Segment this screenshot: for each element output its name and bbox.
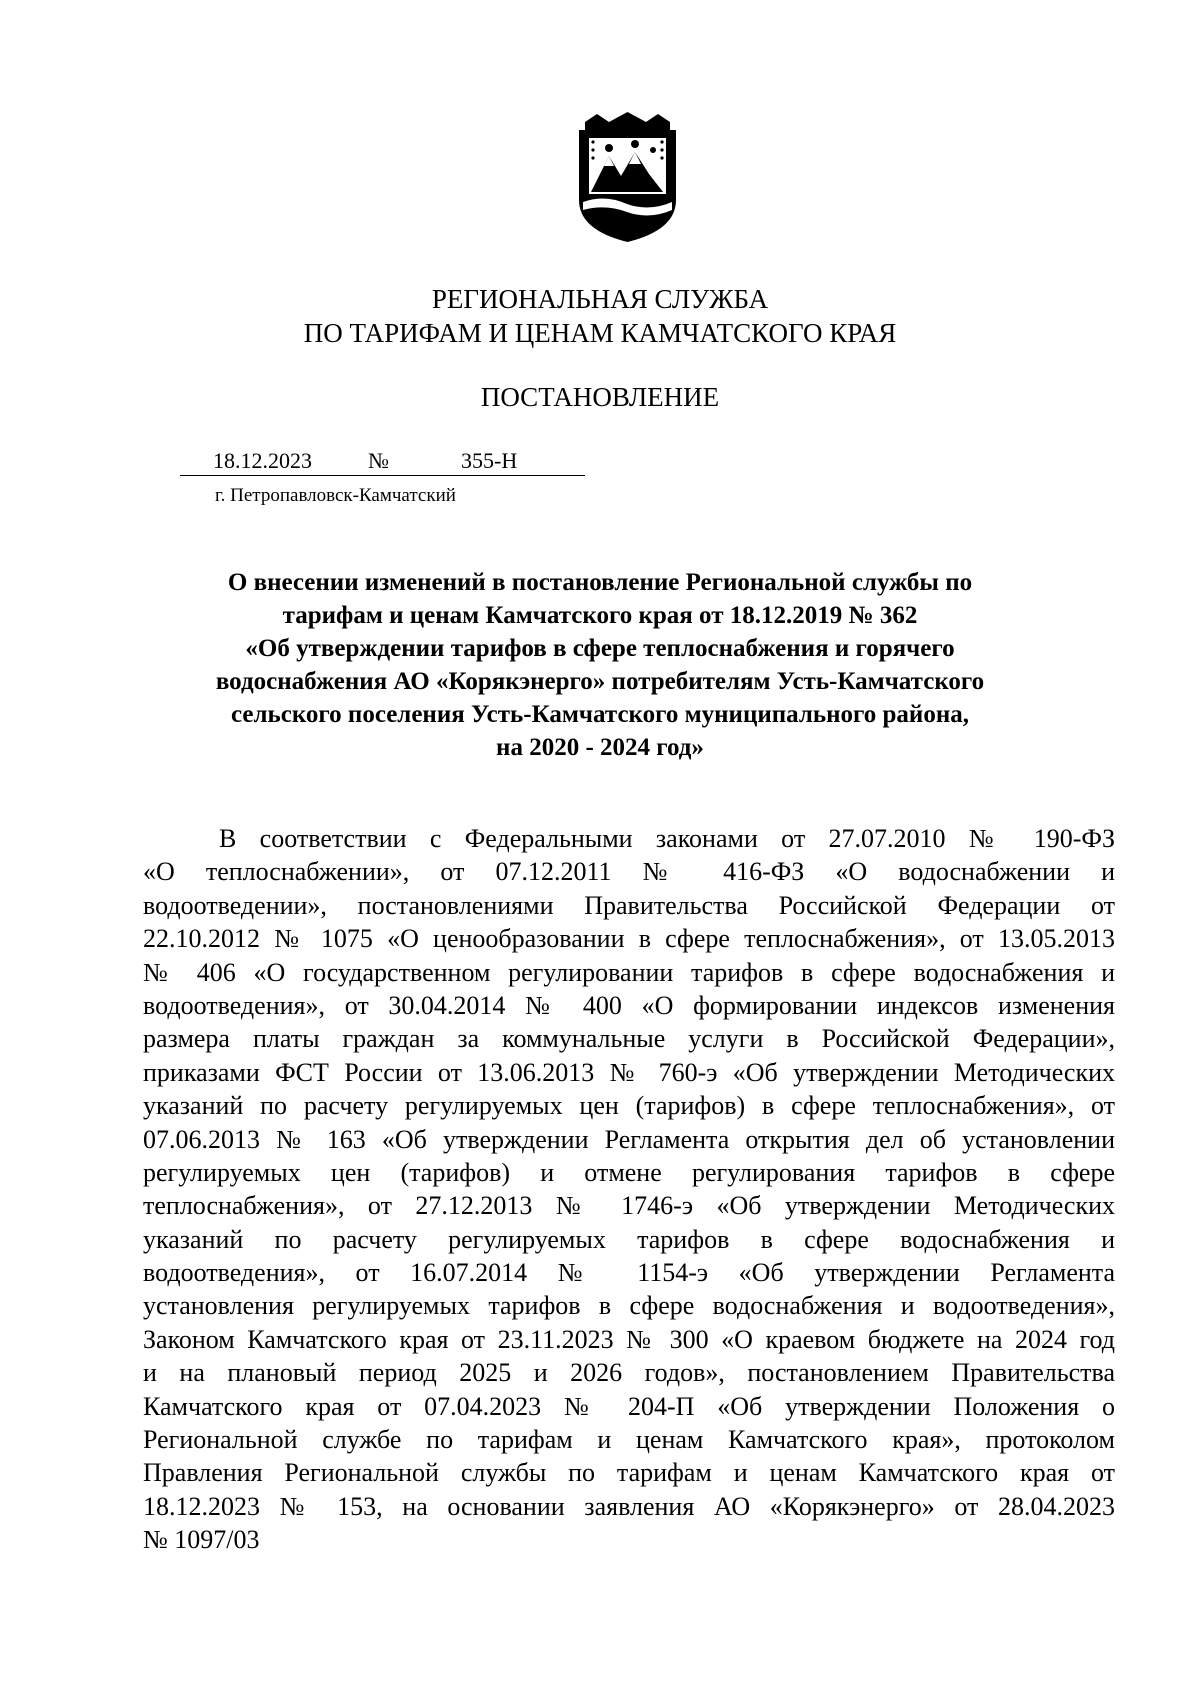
document-date: 18.12.2023 — [213, 448, 312, 473]
body-line: теплоснабжения», от 27.12.2013 № 1746-э «Об утверждении Методических — [143, 1191, 1115, 1221]
body-line: указаний по расчету регулируемых тарифов в сфере водоснабжения и — [143, 1224, 1115, 1254]
title-line: на 2020 - 2024 год» — [496, 734, 704, 761]
body-line: и на плановый период 2025 и 2026 годов», постановлением Правительства — [143, 1358, 1115, 1388]
body-line: размера платы граждан за коммунальные услуги в Российской Федерации», — [143, 1024, 1115, 1054]
body-line: 18.12.2023 № 153, на основании заявления АО «Корякэнерго» от 28.04.2023 — [143, 1491, 1115, 1521]
body-line: Региональной службе по тарифам и ценам Камчатского края», протоколом — [143, 1425, 1115, 1455]
body-line: водоотведения», от 30.04.2014 № 400 «О формировании индексов изменения — [143, 990, 1115, 1020]
body-line: указаний по расчету регулируемых цен (тарифов) в сфере теплоснабжения», от — [143, 1091, 1115, 1121]
body-line: регулируемых цен (тарифов) и отмене регулирования тарифов в сфере — [143, 1157, 1115, 1187]
body-line: «О теплоснабжении», от 07.12.2011 № 416-ФЗ «О водоснабжении и — [143, 857, 1115, 887]
document-number: 355-Н — [461, 448, 518, 473]
city-name: г. Петропавловск-Камчатский — [215, 485, 456, 506]
body-line: 07.06.2013 № 163 «Об утверждении Регламента открытия дел об установлении — [143, 1124, 1115, 1154]
body-line: водоотведения», от 16.07.2014 № 1154-э «Об утверждении Регламента — [143, 1258, 1115, 1288]
body-line: Законом Камчатского края от 23.11.2023 № 300 «О краевом бюджете на 2024 год — [143, 1324, 1115, 1354]
title-line: О внесении изменений в постановление Региональной службы по — [227, 569, 973, 596]
title-line: сельского поселения Усть-Камчатского муниципального района, — [231, 701, 969, 728]
kamchatka-coat-of-arms-icon — [575, 112, 680, 244]
body-line: В соответствии с Федеральными законами от 27.07.2010 № 190-ФЗ — [219, 824, 1115, 853]
body-paragraph — [143, 822, 1115, 1557]
body-line: № 406 «О государственном регулировании тарифов в сфере водоснабжения и — [143, 957, 1115, 987]
number-sign: № — [368, 448, 389, 473]
agency-name-line-2: ПО ТАРИФАМ И ЦЕНАМ КАМЧАТСКОГО КРАЯ — [303, 318, 897, 348]
body-line: Правления Региональной службы по тарифам и ценам Камчатского края от — [143, 1458, 1115, 1488]
body-line: 22.10.2012 № 1075 «О ценообразовании в сфере теплоснабжения», от 13.05.2013 — [143, 924, 1115, 954]
title-line: водоснабжения АО «Корякэнерго» потребителям Усть-Камчатского — [215, 668, 985, 695]
title-line: «Об утверждении тарифов в сфере теплоснабжения и горячего — [245, 635, 955, 662]
document-title — [150, 566, 1050, 764]
body-line: № 1097/03 — [143, 1525, 260, 1555]
body-line: приказами ФСТ России от 13.06.2013 № 760-э «Об утверждении Методических — [143, 1057, 1115, 1087]
document-type: ПОСТАНОВЛЕНИЕ — [480, 382, 720, 412]
body-line: водоотведении», постановлениями Правительства Российской Федерации от — [143, 890, 1115, 920]
body-line: установления регулируемых тарифов в сфере водоснабжения и водоотведения», — [143, 1291, 1115, 1321]
title-line: тарифам и ценам Камчатского края от 18.12.2019 № 362 — [282, 602, 918, 629]
body-line: Камчатского края от 07.04.2023 № 204-П «Об утверждении Положения о — [143, 1391, 1115, 1421]
date-number-underline — [180, 475, 585, 476]
agency-name-line-1: РЕГИОНАЛЬНАЯ СЛУЖБА — [431, 284, 769, 314]
